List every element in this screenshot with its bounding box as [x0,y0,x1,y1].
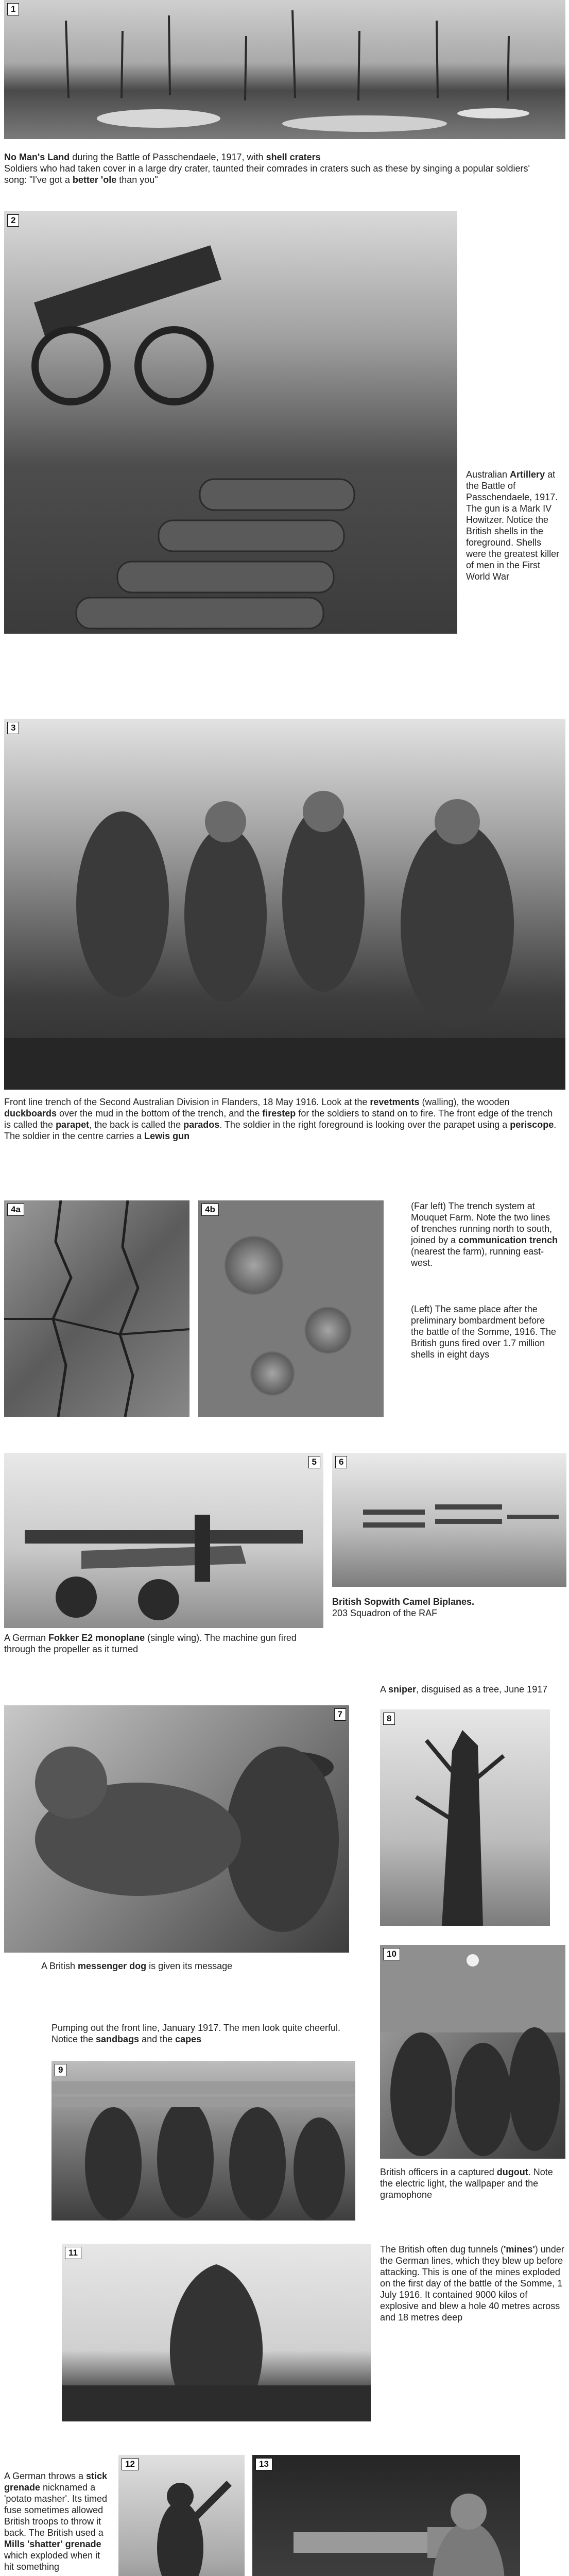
photo-number: 4a [7,1204,24,1216]
term-parados: parados [183,1120,220,1130]
term-shell-craters: shell craters [266,152,321,162]
photo-number: 9 [55,2064,66,2076]
term-duckboards: duckboards [4,1108,57,1118]
term-mines: 'mines' [504,2244,535,2255]
photo-grenade-throw [118,2455,245,2576]
photo-front-line-trench [4,719,565,1090]
term-parapet: parapet [56,1120,90,1130]
term-artillery: Artillery [510,469,545,480]
photo-sopwith-camels [332,1453,566,1587]
photo-messenger-dog [4,1705,349,1953]
term-sopwith-camel: British Sopwith Camel Biplanes. [332,1597,475,1607]
howitzer-scene [4,211,457,634]
photo-number: 11 [65,2247,81,2259]
caption-australian-artillery: Australian Artillery at the Battle of Passchendaele, 1917. The gun is a Mark IV Howitzer. Notice the British shells in the foreground. Shells were the greatest killer of men in the First World War [466,469,560,582]
photo-number: 6 [335,1456,347,1468]
term-revetments: revetments [370,1097,420,1107]
term-mills-grenade: Mills 'shatter' grenade [4,2539,101,2549]
photo-no-mans-land [4,0,565,139]
photo-number: 3 [7,722,19,734]
term-sandbags: sandbags [96,2034,140,2044]
photo-number: 1 [7,3,19,15]
caption-bombardment: (Left) The same place after the preliminary bombardment before the battle of the Somme, 1916. The British guns fired over 1.7 million shells in eight days [411,1304,556,1360]
aerial-trench-map [4,1200,189,1417]
photo-pumping-front-line [51,2061,355,2221]
photo-sniper-tree [380,1709,550,1926]
fokker-aircraft [4,1453,323,1628]
machine-gun-crew [252,2455,520,2576]
photo-captured-dugout [380,1945,565,2159]
term-sniper: sniper [388,1684,417,1694]
caption-sopwith-camels: British Sopwith Camel Biplanes. 203 Squadron of the RAF [332,1597,475,1618]
caption-front-line-trench: Front line trench of the Second Australian Division in Flanders, 18 May 1916. Look at the revetments (walling), the wooden duckboards over the mud in the bottom of the trench, and the firestep for the soldiers to stand on to fire. The front edge of the trench is called the parapet, the back is called the parados. The soldier in the right foreground is looking over the parapet using a periscope. The soldier in the centre carries a Lewis gun [4,1097,557,1141]
photo-trench-system-aerial [4,1200,189,1417]
term-capes: capes [175,2034,202,2044]
caption-messenger-dog: A British messenger dog is given its message [41,1961,233,1971]
caption-captured-dugout: British officers in a captured dugout. Note the electric light, the wallpaper and the gramophone [380,2167,553,2200]
term-fokker: Fokker E2 monoplane [48,1633,145,1643]
caption-no-mans-land: No Man's Land during the Battle of Passchendaele, 1917, with shell craters Soldiers who had taken cover in a large dry crater, taunted their comrades in craters such as these by singing a popular soldiers' song: "I've got a better 'ole than you" [4,152,530,185]
caption-pumping-front-line: Pumping out the front line, January 1917. The men look quite cheerful. Notice the sandbags and the capes [51,2023,341,2044]
photo-number: 13 [255,2458,272,2470]
term-better-ole: better 'ole [72,175,117,185]
term-firestep: firestep [262,1108,296,1118]
caption-sniper: A sniper, disguised as a tree, June 1917 [380,1684,548,1694]
photo-mine-explosion [62,2244,371,2421]
caption-trench-system: (Far left) The trench system at Mouquet Farm. Note the two lines of trenches running north to south, joined by a communication trench (nearest the farm), running east-west. [411,1201,558,1268]
officers-in-dugout [380,1945,565,2159]
camel-biplanes [332,1453,566,1587]
men-pumping-scene [51,2061,355,2221]
term-periscope: periscope [510,1120,554,1130]
term-messenger-dog: messenger dog [78,1961,147,1971]
term-stick-grenade: stick grenade [4,2471,108,2493]
caption-mines: The British often dug tunnels ('mines') under the German lines, which they blew up before attacking. This is one of the mines exploded on the first day of the battle of the Somme, 1 July 1916. It contained 9000 kilos of explosive and blew a hole 40 metres across and 18 metres deep [380,2244,564,2323]
soldier-throwing [118,2455,245,2576]
term-communication-trench: communication trench [458,1235,558,1245]
trench-scene [4,719,565,1090]
photo-number: 10 [383,1948,400,1960]
photo-fokker-monoplane [4,1453,323,1628]
photo-number: 12 [122,2458,139,2470]
photo-machine-gun [252,2455,520,2576]
photo-number: 4b [201,1204,219,1216]
caption-fokker: A German Fokker E2 monoplane (single wing). The machine gun fired through the propeller as it turned [4,1633,297,1654]
photo-number: 7 [334,1708,346,1721]
dog-and-soldier [4,1705,349,1953]
photo-number: 5 [308,1456,320,1468]
term-dugout: dugout [496,2167,528,2177]
term-lewis-gun: Lewis gun [144,1131,190,1141]
photo-number: 2 [7,214,19,227]
photo-australian-artillery [4,211,457,634]
disguised-tree [380,1709,550,1926]
no-mans-land-scene [4,0,565,139]
term-no-mans-land: No Man's Land [4,152,70,162]
photo-number: 8 [383,1713,395,1725]
mine-blast [62,2244,371,2421]
caption-stick-grenade: A German throws a stick grenade nicknamed a 'potato masher'. Its timed fuse sometimes allowed British troops to throw it back. The British used a Mills 'shatter' grenade which exploded when it hit something [4,2471,108,2572]
photo-bombarded-ground-aerial [198,1200,384,1417]
